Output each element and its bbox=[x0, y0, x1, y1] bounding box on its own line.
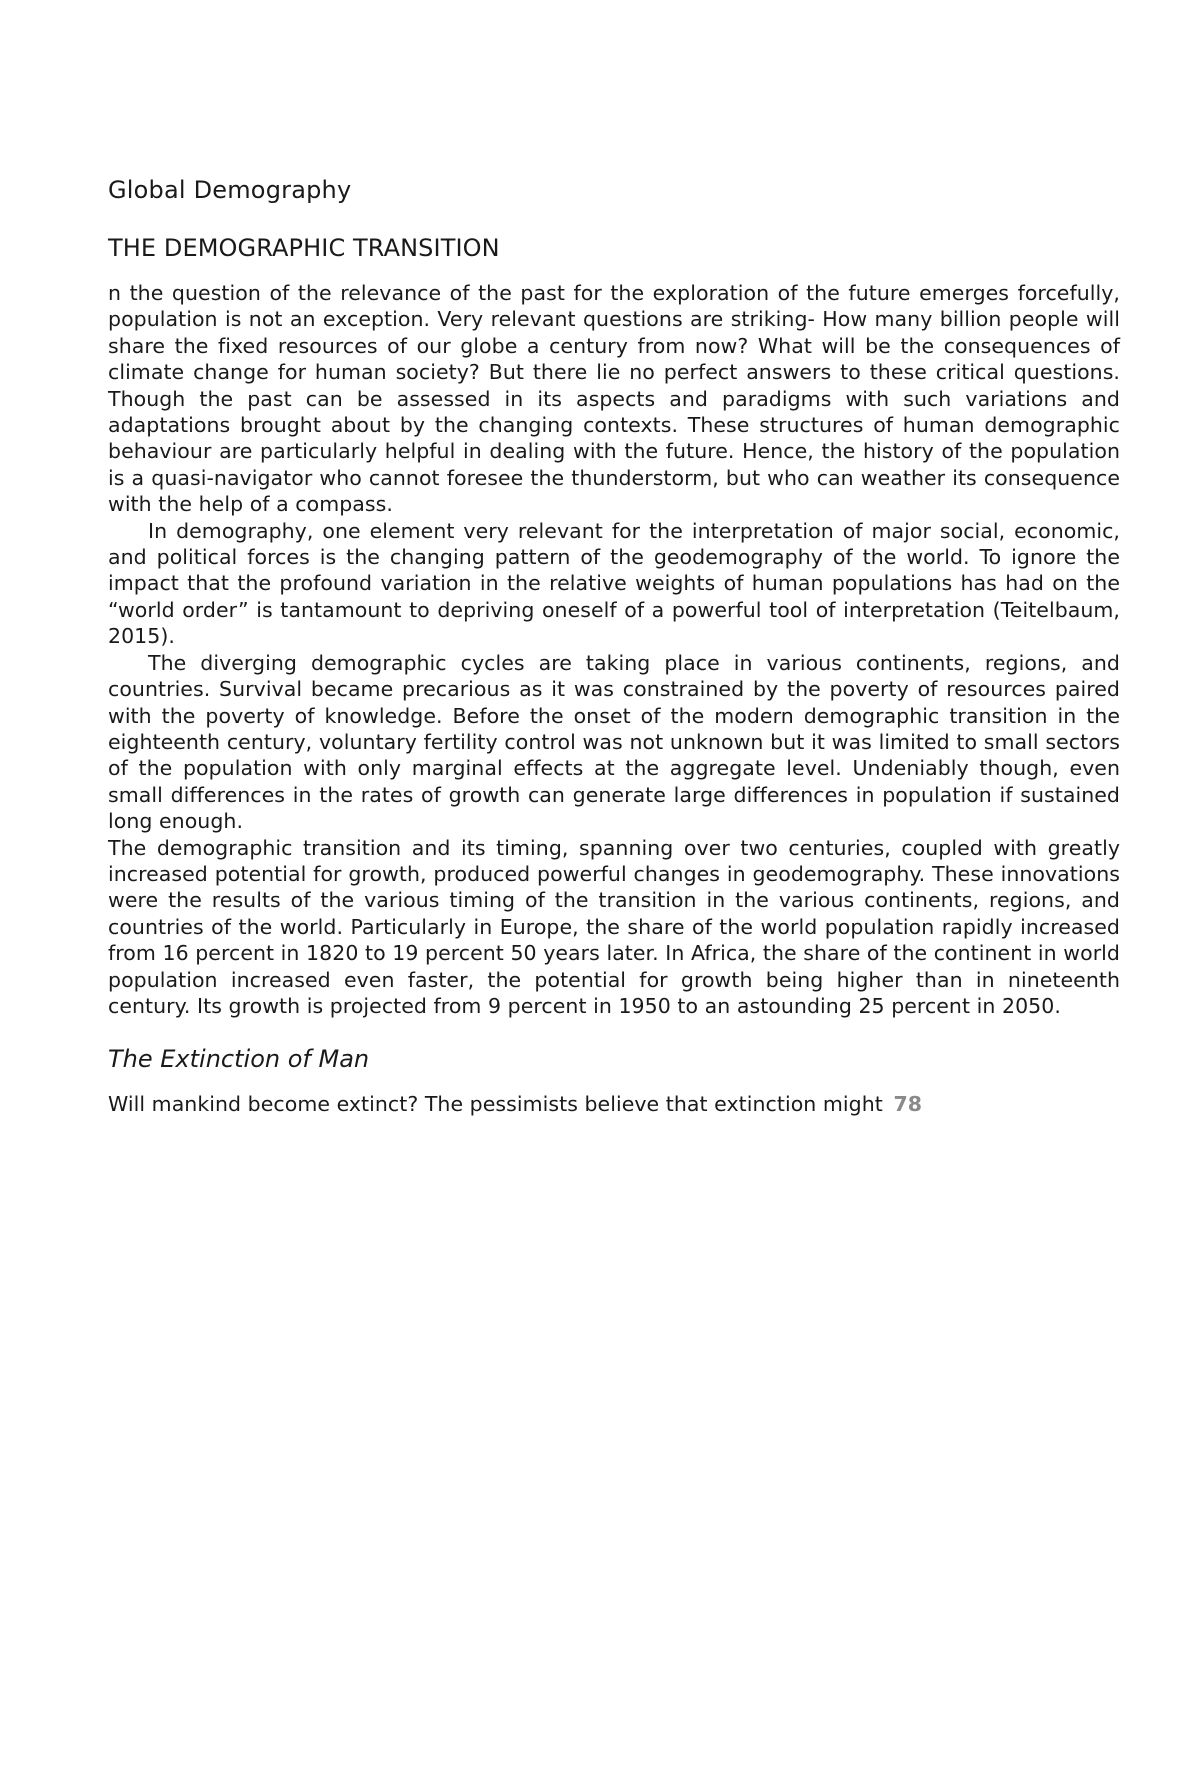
running-head: Global Demography bbox=[108, 176, 352, 204]
paragraph-demographic-cycles: The diverging demographic cycles are taking place in various continents, regions, and countries. Survival became precarious as it was constrained by the poverty of resources paired with the poverty of knowledge. Before the onset of the modern demographic transition in the eighteenth century, voluntary fertility control was not unknown but it was limited to small sectors of the population with only marginal effects at the aggregate level. Undeniably though, even small differences in the rates of growth can generate large differences in population if sustained long enough. bbox=[108, 650, 1120, 834]
closing-line: Will mankind become extinct? The pessimists believe that extinction might bbox=[108, 1092, 883, 1117]
page-number: 78 bbox=[893, 1092, 923, 1117]
closing-line-container bbox=[108, 1091, 1120, 1117]
section-title: THE DEMOGRAPHIC TRANSITION bbox=[108, 234, 500, 262]
paragraph-intro: n the question of the relevance of the past for the exploration of the future emerges forcefully, population is not an exception. Very relevant questions are striking- How many billion people will share the fixed resources of our globe a century from now? What will be the consequences of climate change for human society? But there lie no perfect answers to these critical questions. Though the past can be assessed in its aspects and paradigms with such variations and adaptations brought about by the changing contexts. These structures of human demographic behaviour are particularly helpful in dealing with the future. Hence, the history of the population is a quasi-navigator who cannot foresee the thunderstorm, but who can weather its consequence with the help of a compass. bbox=[108, 281, 1120, 517]
paragraph-transition-timing: The demographic transition and its timing, spanning over two centuries, coupled with greatly increased potential for growth, produced powerful changes in geodemography. These innovations were the results of the various timing of the transition in the various continents, regions, and countries of the world. Particularly in Europe, the share of the world population rapidly increased from 16 percent in 1820 to 19 percent 50 years later. In Africa, the share of the continent in world population increased even faster, the potential for growth being higher than in nineteenth century. Its growth is projected from 9 percent in 1950 to an astounding 25 percent in 2050. bbox=[108, 835, 1120, 1018]
subsection-title: The Extinction of Man bbox=[108, 1045, 370, 1074]
paragraph-geodemography: In demography, one element very relevant for the interpretation of major social, economic, and political forces is the changing pattern of the geodemography of the world. To ignore the impact that the profound variation in the relative weights of human populations has had on the “world order” is tantamount to depriving oneself of a powerful tool of interpretation (Teitelbaum, 2015). bbox=[108, 518, 1120, 649]
document-page bbox=[108, 176, 1120, 1118]
